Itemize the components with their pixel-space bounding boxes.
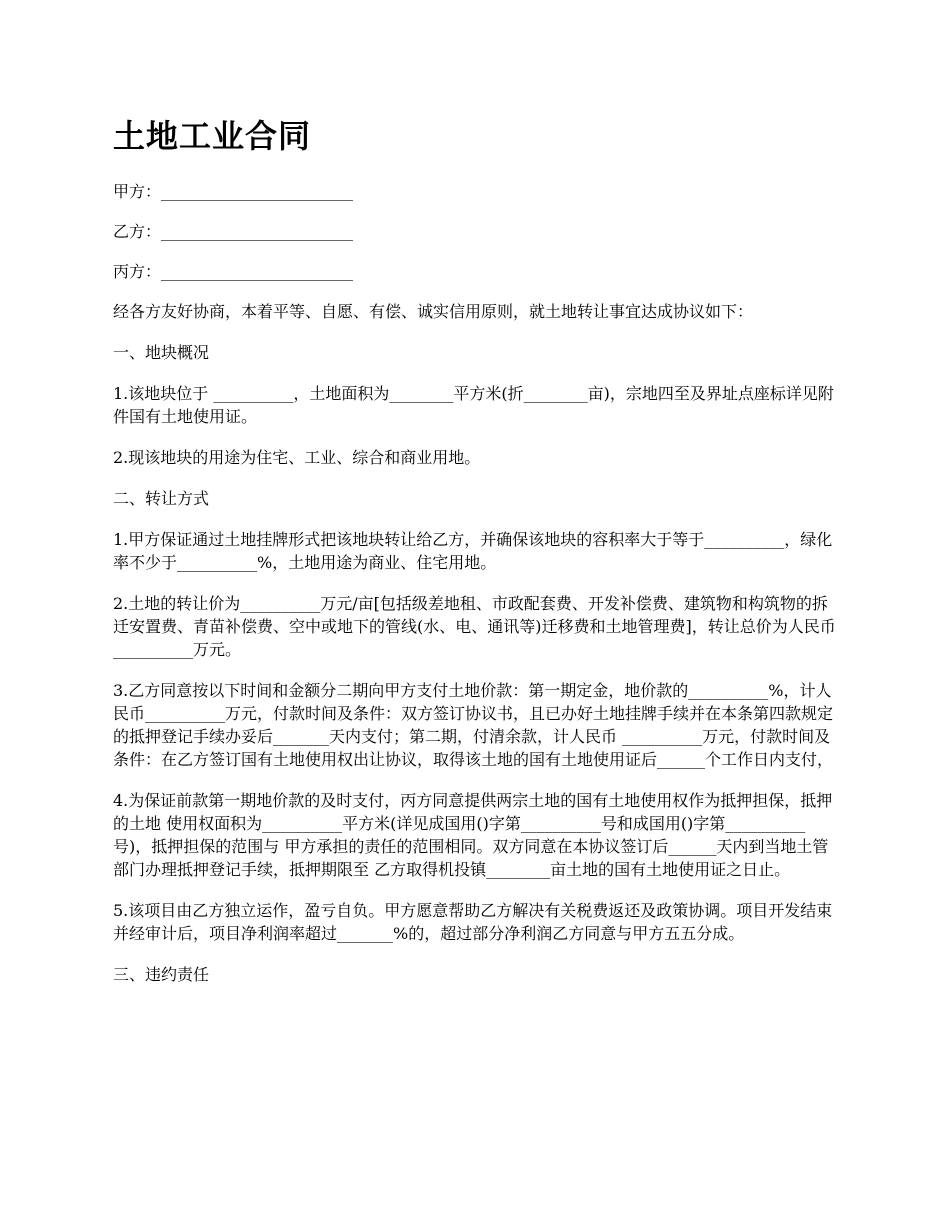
section-heading-transfer-method: 二、转让方式	[113, 489, 210, 508]
clause-2-5-profit-sharing: 5.该项目由乙方独立运作，盈亏自负。甲方愿意帮助乙方解决有关税费返还及政策协调。项目开发结束并经审计后，项目净利润率超过_______%的，超过部分净利润乙方同意与甲方五五分成。	[113, 901, 833, 943]
clause-1-2-land-use: 2.现该地块的用途为住宅、工业、综合和商业用地。	[113, 448, 481, 467]
party-b-line: 乙方：________________________	[113, 222, 354, 241]
section-heading-liability: 三、违约责任	[113, 965, 210, 984]
clause-1-1-location: 1.该地块位于 __________，土地面积为________平方米(折________亩)，宗地四至及界址点座标详见附件国有土地使用证。	[113, 384, 834, 426]
section-heading-parcel-overview: 一、地块概况	[113, 343, 210, 362]
document-title: 土地工业合同	[113, 117, 312, 155]
party-a-line: 甲方：________________________	[113, 182, 354, 201]
document-page	[113, 112, 838, 1004]
intro-paragraph: 经各方友好协商，本着平等、自愿、有偿、诚实信用原则，就土地转让事宜达成协议如下：	[113, 302, 754, 321]
clause-2-1-listing: 1.甲方保证通过土地挂牌形式把该地块转让给乙方，并确保该地块的容积率大于等于__________，绿化率不少于__________%，土地用途为商业、住宅用地。	[113, 530, 833, 572]
clause-2-2-price: 2.土地的转让价为__________万元/亩[包括级差地租、市政配套费、开发补偿费、建筑物和构筑物的拆迁安置费、青苗补偿费、空中或地下的管线(水、电、通讯等)迁移费和土地管理费]，转让总价为人民币__________万元。	[113, 594, 836, 659]
clause-2-3-payment: 3.乙方同意按以下时间和金额分二期向甲方支付土地价款：第一期定金，地价款的__________%，计人民币__________万元，付款时间及条件：双方签订协议书，且已办好土地挂牌手续并在本条第四款规定的抵押登记手续办妥后_______天内支付；第二期，付清余款，计人民币 __________万元，付款时间及条件：在乙方签订国有土地使用权出让协议，取得该土地的国有土地使用证后______个工作日内支付，	[113, 681, 834, 769]
clause-2-4-mortgage: 4.为保证前款第一期地价款的及时支付，丙方同意提供两宗土地的国有土地使用权作为抵押担保，抵押的土地 使用权面积为__________平方米(详见成国用()字第__________号和成国用()字第__________号)，抵押担保的范围与 甲方承担的责任的范围相同。双方同意在本协议签订后______天内到当地土管部门办理抵押登记手续，抵押期限至 乙方取得机投镇________亩土地的国有土地使用证之日止。	[113, 791, 833, 879]
party-c-line: 丙方：________________________	[113, 262, 354, 281]
